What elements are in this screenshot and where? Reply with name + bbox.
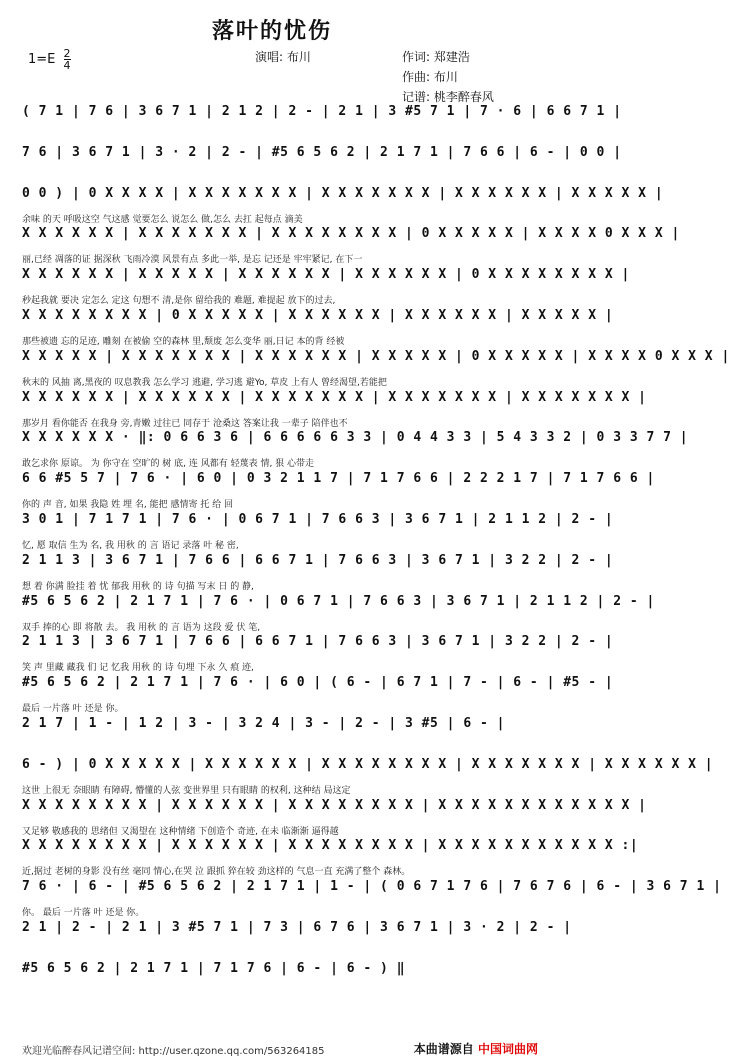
- lyric-line: [22, 130, 524, 144]
- source-label: 本曲谱源自: [413, 1042, 474, 1056]
- notation-line: #5 6 5 6 2 | 2 1 7 1 | 7 6 · | 0 6 7 1 | 7 6 6 3 | 3 6 7 1 | 2 1 1 2 | 2 - |: [22, 593, 655, 609]
- lyric-line: 秋末的 风抽 离,黑夜的 叹息教我 怎么学习 逃避, 学习逃 避Yo, 草皮 上有人 曾经渴望,若能把: [22, 377, 387, 388]
- lyric-line: 那岁月 看你能否 在我身 旁,青嫩 过往已 同存于 沧桑这 答案让我 一辈子 陪伴也不: [22, 418, 348, 429]
- notation-line: #5 6 5 6 2 | 2 1 7 1 | 7 6 · | 6 0 | ( 6 - | 6 7 1 | 7 - | 6 - | #5 - |: [22, 675, 614, 691]
- transcriber-credit: 记谱: 桃李醉春风: [402, 90, 494, 104]
- singer-credit: 演唱: 布川: [255, 50, 311, 64]
- composer-credit: 作曲: 布川: [402, 70, 458, 84]
- notation-line: 6 6 #5 5 7 | 7 6 · | 6 0 | 0 3 2 1 1 7 | 7 1 7 6 6 | 2 2 2 1 7 | 7 1 7 6 6 |: [22, 471, 655, 487]
- notation-line: #5 6 5 6 2 | 2 1 7 1 | 7 1 7 6 | 6 - | 6 - ) ‖: [22, 960, 406, 976]
- notation-line: X X X X X X · ‖: 0 6 6 3 6 | 6 6 6 6 6 3 3 | 0 4 4 3 3 | 5 4 3 3 2 | 0 3 3 7 7 |: [22, 430, 689, 446]
- song-title: 落叶的忧伤: [211, 19, 332, 44]
- lyric-line: 你的 声 音, 如果 我隐 姓 埋 名, 能把 感情寄 托 给 回: [22, 500, 234, 511]
- key-signature: [28, 48, 71, 71]
- lyric-line: 这世 上很无 奈眼睛 有障碍, 懵懂的人弦 变世界里 只有眼睛 的权利, 这种结 局这定: [22, 785, 351, 796]
- lyric-line: [22, 987, 524, 1001]
- notation-line: X X X X X | X X X X X X X | X X X X X X | X X X X X | 0 X X X X X | X X X X 0 X X X |: [22, 348, 730, 364]
- lyric-line: 双手 捧的心 即 将散 去。 我 用秋 的 言 语为 这段 爱 伏 笔,: [22, 622, 261, 633]
- lyric-line: 近,据过 老树的身影 没有丝 毫同 情心,在哭 泣 跟抓 猝在较 劲这样的 气息一直 充满了整个 森林。: [22, 867, 411, 878]
- notation-line: 7 6 · | 6 - | #5 6 5 6 2 | 2 1 7 1 | 1 - | ( 0 6 7 1 7 6 | 7 6 7 6 | 6 - | 3 6 7 1 |: [22, 879, 722, 895]
- lyric-line: 那些被遗 忘的足迹, 雕刻 在被偷 空的森林 里,颓废 怎么变华 丽,日记 本的背 经被: [22, 337, 345, 347]
- notation-line: 2 1 | 2 - | 2 1 | 3 #5 7 1 | 7 3 | 6 7 6 | 3 6 7 1 | 3 · 2 | 2 - |: [22, 920, 572, 935]
- lyric-line: [22, 946, 524, 960]
- site-name: 中国词曲网: [477, 1042, 538, 1056]
- key-label: 1=E: [28, 52, 56, 67]
- notation-line: X X X X X X X X | 0 X X X X X | X X X X X X | X X X X X X | X X X X X |: [22, 308, 614, 323]
- notation-line: 2 1 1 3 | 3 6 7 1 | 7 6 6 | 6 6 7 1 | 7 6 6 3 | 3 6 7 1 | 3 2 2 | 2 - |: [22, 634, 614, 650]
- notation-line: X X X X X X | X X X X X X | X X X X X X X | X X X X X X X | X X X X X X X |: [22, 389, 647, 405]
- notation-line: 3 0 1 | 7 1 7 1 | 7 6 · | 0 6 7 1 | 7 6 6 3 | 3 6 7 1 | 2 1 1 2 | 2 - |: [22, 512, 614, 527]
- time-top: 2: [63, 47, 71, 60]
- lyric-line: 余味 的天 呼吸这空 气这感 觉要怎么 说怎么 做,怎么 去扛 起每点 滴美: [22, 214, 303, 225]
- notation-line: X X X X X X | X X X X X X X | X X X X X X X X | 0 X X X X X | X X X X 0 X X X |: [22, 226, 680, 242]
- lyric-line: 秒起我就 要决 定怎么 定这 句想不 清,是你 留给我的 难题, 难提起 放下的过去,: [22, 296, 336, 307]
- notation-line: ( 7 1 | 7 6 | 3 6 7 1 | 2 1 2 | 2 - | 2 1 | 3 #5 7 1 | 7 · 6 | 6 6 7 1 |: [22, 104, 622, 119]
- footer-welcome: 欢迎光临醉春风记谱空间: http://user.qzone.qq.com/563264185: [22, 1046, 325, 1057]
- notation-line: 2 1 1 3 | 3 6 7 1 | 7 6 6 | 6 6 7 1 | 7 6 6 3 | 3 6 7 1 | 3 2 2 | 2 - |: [22, 552, 614, 568]
- lyric-line: [22, 742, 524, 756]
- lyric-line: 你。 最后 一片落 叶 还是 你。: [22, 908, 145, 919]
- notation-line: 7 6 | 3 6 7 1 | 3 · 2 | 2 - | #5 6 5 6 2 | 2 1 7 1 | 7 6 6 | 6 - | 0 0 |: [22, 144, 622, 160]
- lyric-line: 敢乞求你 原谅。 为 你守在 空旷的 树 底, 连 风都有 轻蔑表 情, 狠 心带走: [22, 459, 315, 470]
- footer-source: [414, 1040, 538, 1057]
- lyric-line: 想 着 你满 脸挂 着 忧 郁我 用秋 的 诗 句描 写末 日 的 静,: [22, 581, 254, 592]
- lyric-line: 最后 一片落 叶 还是 你。: [22, 704, 124, 715]
- notation-line: 2 1 7 | 1 - | 1 2 | 3 - | 3 2 4 | 3 - | 2 - | 3 #5 | 6 - |: [22, 716, 505, 731]
- notation-line: 0 0 ) | 0 X X X X | X X X X X X X | X X X X X X X | X X X X X X | X X X X X |: [22, 185, 664, 201]
- notation-line: 6 - ) | 0 X X X X X | X X X X X X | X X X X X X X X | X X X X X X X | X X X X X X |: [22, 756, 714, 772]
- lyric-line: 丽,已经 凋落的证 据深秋 飞雨冷漠 风景有点 多此一举, 是忘 记还是 牢牢紧记, 在下一: [22, 255, 363, 266]
- time-signature: [64, 48, 71, 71]
- lyric-line: [22, 171, 524, 185]
- notation-line: X X X X X X X X | X X X X X X | X X X X X X X X | X X X X X X X X X X X :|: [22, 838, 639, 854]
- lyric-line: 笑 声 里藏 藏我 们 记 忆我 用秋 的 诗 句埋 下永 久 痕 迹,: [22, 663, 254, 674]
- notation-line: X X X X X X X X | X X X X X X | X X X X X X X X | X X X X X X X X X X X X |: [22, 797, 647, 813]
- lyricist-credit: 作词: 郑建浩: [402, 50, 470, 64]
- time-bottom: 4: [63, 59, 71, 72]
- notation-line: X X X X X X | X X X X X | X X X X X X | X X X X X X | 0 X X X X X X X X |: [22, 267, 630, 283]
- lyric-line: 又足够 敬感我的 思绪但 又渴望在 这种情绪 下创造个 奇迹, 在未 临渐渐 逼得越: [22, 826, 339, 837]
- lyric-line: 忆, 愿 取信 生为 名, 我 用秋 的 言 语记 录落 叶 秘 密,: [22, 541, 239, 551]
